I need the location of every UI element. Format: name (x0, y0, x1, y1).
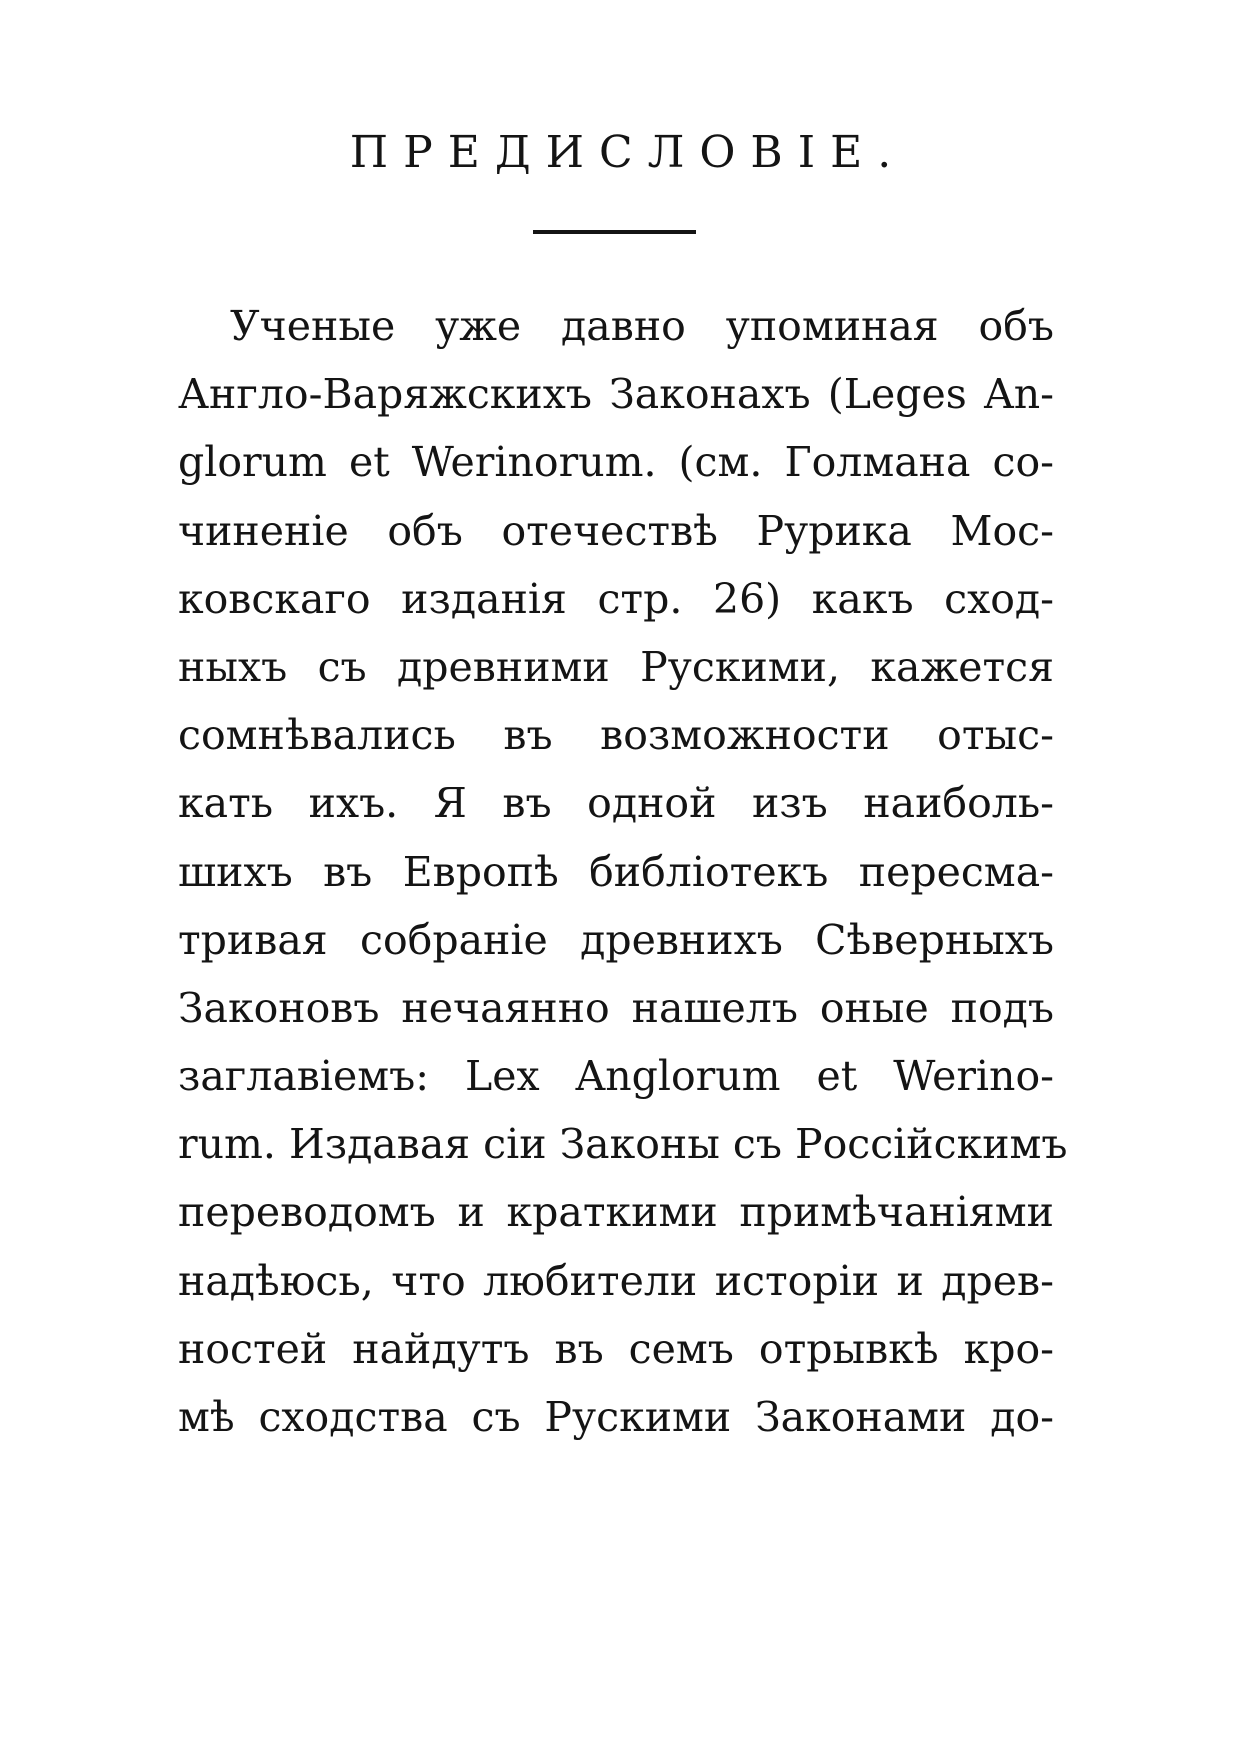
page-title: ПРЕДИСЛОВІЕ. (349, 127, 907, 178)
text-line: ностей найдутъ въ семъ отрывкѣ кро- (178, 1324, 1054, 1373)
text-line: Англо-Варяжскихъ Законахъ (Leges An- (178, 370, 1054, 419)
text-line: ковскаго изданія стр. 26) какъ сход- (178, 574, 1054, 623)
text-line: шихъ въ Европѣ библіотекъ пересма- (178, 847, 1054, 896)
text-line: кать ихъ. Я въ одной изъ наиболь- (178, 779, 1054, 828)
preface-paragraph (178, 292, 1068, 1451)
title-divider (533, 230, 696, 234)
text-line: мѣ сходства съ Рускими Законами до- (178, 1393, 1054, 1441)
text-line: rum. Издавая сіи Законы съ Россійскимъ (178, 1120, 1068, 1169)
text-line: чиненіе объ отечествѣ Рурика Мос- (178, 506, 1054, 555)
text-line: Законовъ нечаянно нашелъ оные подъ (178, 983, 1054, 1032)
text-line: надѣюсь, что любители исторіи и древ- (178, 1256, 1054, 1305)
text-line: Ученые уже давно упоминая объ (230, 302, 1054, 350)
text-line: сомнѣвались въ возможности отыс- (178, 711, 1054, 760)
text-line: тривая собраніе древнихъ Сѣверныхъ (178, 915, 1054, 964)
text-line: ныхъ съ древними Рускими, кажется (178, 642, 1054, 691)
text-line: заглавіемъ: Lex Anglorum et Werino- (178, 1052, 1054, 1101)
text-line: переводомъ и краткими примѣчаніями (178, 1188, 1054, 1237)
text-line: glorum et Werinorum. (см. Голмана со- (178, 438, 1054, 487)
